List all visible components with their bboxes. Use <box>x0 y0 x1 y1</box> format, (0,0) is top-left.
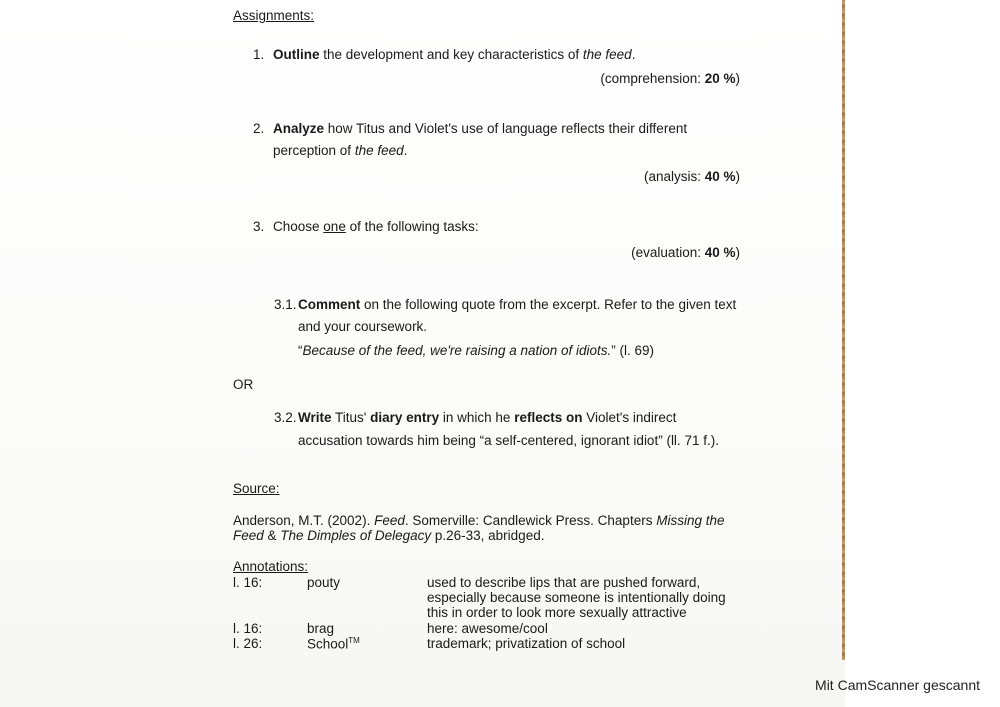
task-2-line-2: perception of the feed. <box>273 143 408 158</box>
or-label: OR <box>233 377 254 392</box>
task-2-line-1: Analyze how Titus and Violet's use of language reflects their different <box>273 121 688 136</box>
subtask-3-1-line-1: Comment on the following quote from the excerpt. Refer to the given text <box>298 297 737 312</box>
annotation-term: pouty <box>307 575 341 590</box>
annotation-line-ref: l. 16: <box>233 575 263 590</box>
task-1-number: 1. <box>253 47 265 62</box>
annotation-definition: especially because someone is intentionally doing <box>427 590 726 605</box>
annotation-term: School™ <box>307 636 360 652</box>
annotation-definition: used to describe lips that are pushed forward, <box>427 575 701 590</box>
annotation-line-ref: l. 16: <box>233 621 263 636</box>
task-3-weight: (evaluation: 40 %) <box>631 245 740 260</box>
source-heading: Source: <box>233 481 280 496</box>
task-2-number: 2. <box>253 121 265 136</box>
source-line-1: Anderson, M.T. (2002). Feed. Somerville: Candlewick Press. Chapters Missing the <box>233 513 725 528</box>
annotation-line-ref: l. 26: <box>233 636 263 651</box>
task-1-text: Outline the development and key characteristics of the feed. <box>273 47 636 62</box>
subtask-3-1-number: 3.1. <box>274 297 297 312</box>
scan-background <box>845 0 1000 707</box>
annotation-definition: this in order to look more sexually attractive <box>427 605 687 620</box>
subtask-3-2-line-1: Write Titus' diary entry in which he reflects on Violet's indirect <box>298 410 677 425</box>
source-line-2: Feed & The Dimples of Delegacy p.26-33, abridged. <box>233 528 545 543</box>
subtask-3-1-line-2: and your coursework. <box>298 319 428 334</box>
task-1-weight: (comprehension: 20 %) <box>600 71 740 86</box>
subtask-3-2-line-2: accusation towards him being “a self-centered, ignorant idiot” (ll. 71 f.). <box>298 433 719 448</box>
task-3-number: 3. <box>253 219 265 234</box>
annotations-heading: Annotations: <box>233 559 309 574</box>
camscanner-watermark: Mit CamScanner gescannt <box>815 677 980 693</box>
annotation-definition: here: awesome/cool <box>427 621 548 636</box>
assignments-heading: Assignments: <box>233 8 315 23</box>
task-3-text: Choose one of the following tasks: <box>273 219 479 234</box>
subtask-3-1-quote: “Because of the feed, we're raising a nation of idiots.” (l. 69) <box>298 343 655 358</box>
annotation-term: brag <box>307 621 335 636</box>
subtask-3-2-number: 3.2. <box>274 410 297 425</box>
task-2-weight: (analysis: 40 %) <box>643 169 740 184</box>
annotation-definition: trademark; privatization of school <box>427 636 626 651</box>
paper-edge <box>842 0 845 660</box>
